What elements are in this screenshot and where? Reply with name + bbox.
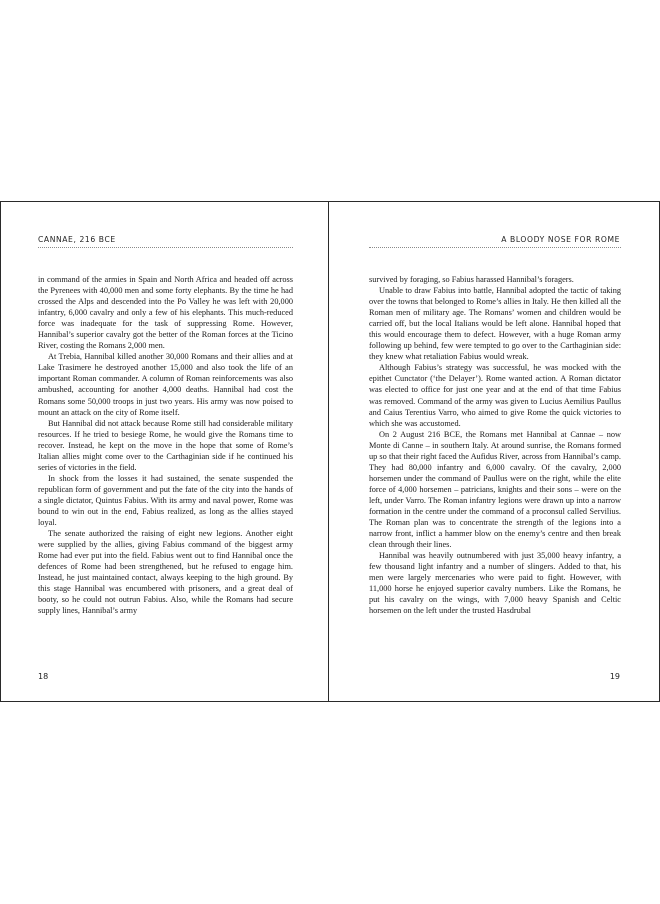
page-number-left: 18 xyxy=(38,672,49,681)
paragraph: Unable to draw Fabius into battle, Hannibal adopted the tactic of taking over the towns that belonged to Rome’s allies in Italy. He then killed all the Roman men of military age. The Romans’ women and children would be carried off, but the local Italians would be left alone. Hannibal hoped that this would encourage them to defect. However, with a huge Roman army following up behind, few were tempted to go over to the Carthaginian side: they knew what retaliation Fabius would wreak. xyxy=(369,286,621,362)
paragraph: in command of the armies in Spain and North Africa and headed off across the Pyrenees with 40,000 men and some forty elephants. By the time he had crossed the Alps and descended into the Po Valley he was left with 20,000 infantry, 6,000 cavalry and only a few of his elephants. This much-reduced force was inadequate for the task of suppressing Rome. However, Hannibal’s superior cavalry got the better of the Roman forces at the Ticino River, costing the Romans 2,000 men. xyxy=(38,275,293,351)
left-page-body xyxy=(38,274,293,616)
right-page xyxy=(329,202,660,701)
paragraph: survived by foraging, so Fabius harassed Hannibal’s foragers. xyxy=(369,275,574,284)
running-head-left: CANNAE, 216 BCE xyxy=(38,235,116,244)
paragraph: In shock from the losses it had sustained, the senate suspended the republican form of government and put the fate of the city into the hands of a single dictator, Quintus Fabius. With its army and naval power, Rome was bound to win out in the end, Fabius realized, as long as the allies stayed loyal. xyxy=(38,473,293,528)
running-head-right: A BLOODY NOSE FOR ROME xyxy=(501,235,620,244)
left-page xyxy=(0,202,329,701)
paragraph: Although Fabius’s strategy was successful, he was mocked with the epithet Cunctator (‘the Delayer’). Rome wanted action. A Roman dictator was elected to office for just one year and at the end of that time Fabius was removed. Command of the army was given to Lucius Aemilius Paullus and Caius Terentius Varro, who aimed to give Rome the quick victories to which she was accustomed. xyxy=(369,363,621,428)
book-spread xyxy=(0,201,660,702)
page-number-right: 19 xyxy=(609,672,620,681)
paragraph: At Trebia, Hannibal killed another 30,000 Romans and their allies and at Lake Trasimere he destroyed another 15,000 and also took the life of an important Roman commander. A column of Roman reinforcements was also ambushed, accounting for another 4,000 deaths. Hannibal had cost the Romans some 50,000 troops in just two years. His army was now poised to mount an attack on the city of Rome itself. xyxy=(38,352,293,417)
header-dotted-rule-left xyxy=(38,247,293,248)
paragraph: On 2 August 216 BCE, the Romans met Hannibal at Cannae – now Monte di Canne – in southern Italy. At around sunrise, the Romans formed up so that their right faced the Aufidus River, across from Hannibal’s camp. They had 80,000 infantry and 6,000 cavalry. Of the cavalry, 2,000 horsemen under the command of Paullus were on the right, while the elite force of 4,000 horsemen – patricians, knights and their sons – were on the left, under Varro. The Roman infantry legions were drawn up into a narrow formation in the centre under the command of a proconsul called Servilius. The Roman plan was to concentrate the strength of the legions into a narrow front, inflict a hammer blow on the enemy’s centre and then break clean through their lines. xyxy=(369,429,621,550)
paragraph: Hannibal was heavily outnumbered with just 35,000 heavy infantry, a few thousand light infantry and a number of slingers. Added to that, his men were largely mercenaries who were paid to fight. However, with 11,000 horse he enjoyed superior cavalry numbers. Like the Romans, he put his cavalry on the wings, with 7,000 heavy Spanish and Celtic horsemen on the left under the trusted Hasdrubal xyxy=(369,551,621,616)
right-page-body xyxy=(369,274,621,616)
paragraph: The senate authorized the raising of eight new legions. Another eight were supplied by the allies, giving Fabius command of the biggest army Rome had ever put into the field. Fabius went out to find Hannibal once the defences of Rome had been strengthened, but he refused to engage him. Instead, he just maintained contact, always keeping to the high ground. By this stage Hannibal was encumbered with prisoners, and a great deal of booty, so he could not outrun Fabius. Also, while the Romans had secure supply lines, Hannibal’s army xyxy=(38,529,293,616)
header-dotted-rule-right xyxy=(369,247,621,248)
paragraph: But Hannibal did not attack because Rome still had considerable military resources. If he tried to besiege Rome, he would give the Romans time to recover. Instead, he kept on the move in the hope that some of Rome’s Italian allies might come over to the Carthaginian side if he continued his series of victories in the field. xyxy=(38,418,293,472)
